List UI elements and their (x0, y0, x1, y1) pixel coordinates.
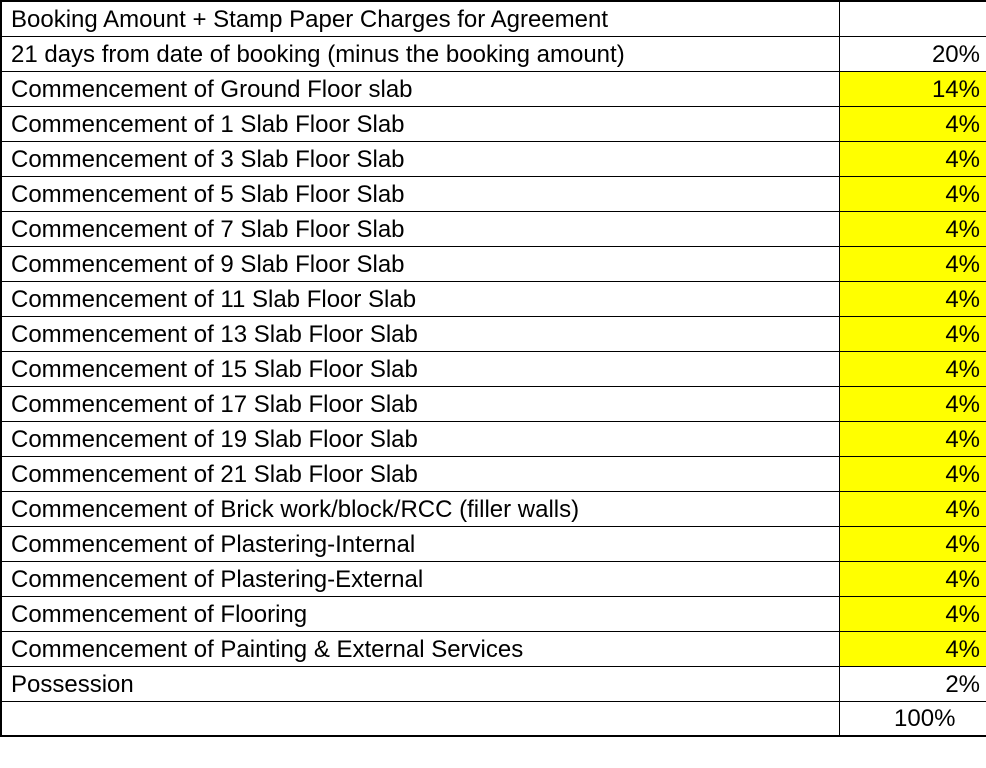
stage-percent: 4% (839, 246, 986, 281)
table-row (1, 71, 986, 106)
table-row (1, 1, 986, 36)
table-row (1, 176, 986, 211)
total-row (1, 701, 986, 736)
stage-label: Commencement of Flooring (1, 596, 839, 631)
stage-label: Commencement of 13 Slab Floor Slab (1, 316, 839, 351)
stage-percent: 4% (839, 491, 986, 526)
table-row (1, 106, 986, 141)
table-row (1, 491, 986, 526)
stage-percent: 14% (839, 71, 986, 106)
stage-label: 21 days from date of booking (minus the booking amount) (1, 36, 839, 71)
stage-label: Commencement of Plastering-Internal (1, 526, 839, 561)
stage-percent (839, 1, 986, 36)
stage-percent: 2% (839, 666, 986, 701)
stage-percent: 4% (839, 281, 986, 316)
table-row (1, 666, 986, 701)
table-row (1, 526, 986, 561)
payment-schedule-body (1, 1, 986, 736)
stage-label: Commencement of 15 Slab Floor Slab (1, 351, 839, 386)
stage-label: Commencement of 11 Slab Floor Slab (1, 281, 839, 316)
table-row (1, 386, 986, 421)
total-label (1, 701, 839, 736)
table-row (1, 561, 986, 596)
stage-percent: 4% (839, 631, 986, 666)
stage-percent: 4% (839, 176, 986, 211)
stage-percent: 20% (839, 36, 986, 71)
stage-percent: 4% (839, 106, 986, 141)
table-row (1, 141, 986, 176)
stage-label: Commencement of 17 Slab Floor Slab (1, 386, 839, 421)
stage-label: Commencement of Painting & External Services (1, 631, 839, 666)
table-row (1, 351, 986, 386)
stage-label: Commencement of 1 Slab Floor Slab (1, 106, 839, 141)
table-row (1, 456, 986, 491)
stage-percent: 4% (839, 526, 986, 561)
stage-label: Commencement of 19 Slab Floor Slab (1, 421, 839, 456)
table-row (1, 281, 986, 316)
stage-label: Booking Amount + Stamp Paper Charges for Agreement (1, 1, 839, 36)
stage-percent: 4% (839, 211, 986, 246)
stage-percent: 4% (839, 561, 986, 596)
stage-label: Commencement of Plastering-External (1, 561, 839, 596)
stage-percent: 4% (839, 456, 986, 491)
stage-percent: 4% (839, 141, 986, 176)
table-row (1, 246, 986, 281)
stage-label: Commencement of 3 Slab Floor Slab (1, 141, 839, 176)
table-row (1, 596, 986, 631)
table-row (1, 631, 986, 666)
table-row (1, 316, 986, 351)
stage-label: Commencement of 7 Slab Floor Slab (1, 211, 839, 246)
stage-label: Commencement of 5 Slab Floor Slab (1, 176, 839, 211)
stage-percent: 4% (839, 596, 986, 631)
stage-percent: 4% (839, 421, 986, 456)
stage-label: Possession (1, 666, 839, 701)
stage-label: Commencement of Ground Floor slab (1, 71, 839, 106)
stage-label: Commencement of 21 Slab Floor Slab (1, 456, 839, 491)
stage-label: Commencement of 9 Slab Floor Slab (1, 246, 839, 281)
total-percent: 100% (839, 701, 986, 736)
table-row (1, 36, 986, 71)
stage-label: Commencement of Brick work/block/RCC (filler walls) (1, 491, 839, 526)
table-row (1, 211, 986, 246)
stage-percent: 4% (839, 351, 986, 386)
table-row (1, 421, 986, 456)
stage-percent: 4% (839, 386, 986, 421)
stage-percent: 4% (839, 316, 986, 351)
